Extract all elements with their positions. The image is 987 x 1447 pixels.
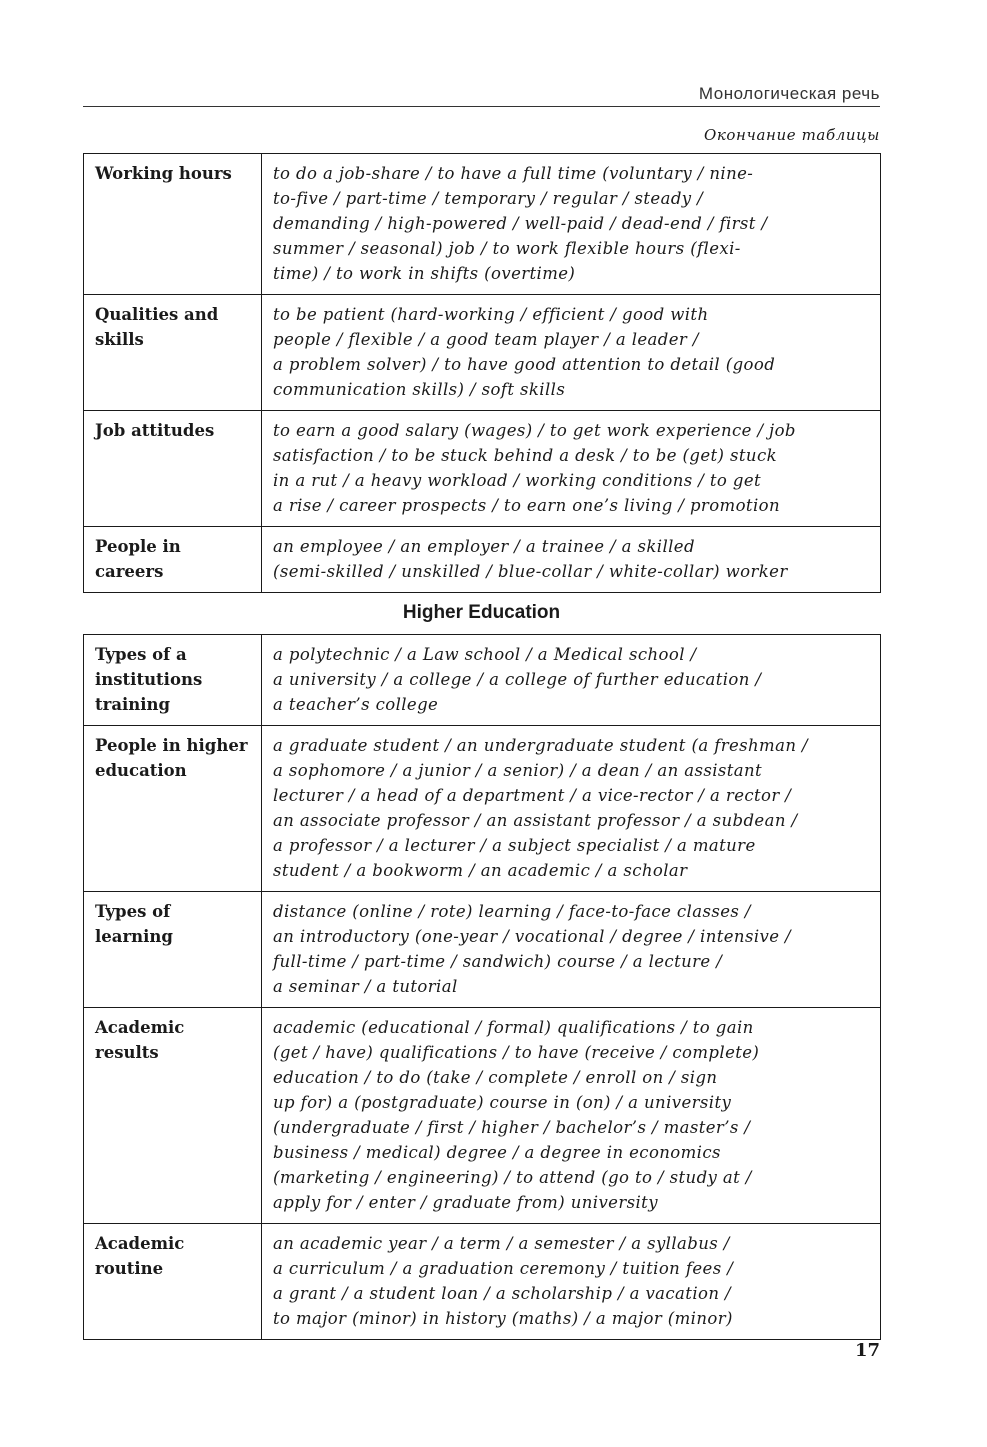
- description-line: to-five / part-time / temporary / regular / steady /: [273, 189, 704, 208]
- description-line: to earn a good salary (wages) / to get work experience / job: [273, 421, 796, 440]
- term-cell: Academic routine: [84, 1224, 262, 1340]
- term-cell: People in higher education: [84, 726, 262, 892]
- description-cell: [262, 411, 881, 527]
- table-row: [84, 635, 881, 726]
- term-cell: Qualities and skills: [84, 295, 262, 411]
- description-line: to be patient (hard-working / efficient / good with: [273, 305, 709, 324]
- running-head-title: Монологическая речь: [698, 84, 880, 103]
- description-line: a curriculum / a graduation ceremony / tuition fees /: [273, 1259, 734, 1278]
- page-number: 17: [854, 1340, 880, 1361]
- description-line: demanding / high-powered / well-paid / dead-end / first /: [273, 214, 768, 233]
- description-line: an associate professor / an assistant professor / a subdean /: [273, 811, 798, 830]
- description-line: a polytechnic / a Law school / a Medical school /: [273, 645, 697, 664]
- description-cell: [262, 892, 881, 1008]
- term-cell: People in careers: [84, 527, 262, 593]
- table-row: [84, 892, 881, 1008]
- description-line: in a rut / a heavy workload / working conditions / to get: [273, 471, 762, 490]
- table-row: [84, 411, 881, 527]
- description-line: distance (online / rote) learning / face-to-face classes /: [273, 902, 751, 921]
- table-continuation-note: Окончание таблицы: [703, 126, 880, 144]
- description-line: an employee / an employer / a trainee / a skilled: [273, 537, 695, 556]
- description-line: education / to do (take / complete / enroll on / sign: [273, 1068, 718, 1087]
- description-cell: [262, 154, 881, 295]
- table-row: [84, 295, 881, 411]
- description-line: to major (minor) in history (maths) / a major (minor): [273, 1309, 733, 1328]
- description-line: student / a bookworm / an academic / a scholar: [273, 861, 688, 880]
- description-cell: [262, 527, 881, 593]
- description-cell: [262, 726, 881, 892]
- table-row: [84, 726, 881, 892]
- term-cell: Academic results: [84, 1008, 262, 1224]
- description-line: satisfaction / to be stuck behind a desk / to be (get) stuck: [273, 446, 777, 465]
- work-vocabulary-table: [83, 153, 881, 593]
- table-row: [84, 527, 881, 593]
- term-cell: Working hours: [84, 154, 262, 295]
- description-cell: [262, 1224, 881, 1340]
- description-line: business / medical) degree / a degree in economics: [273, 1143, 721, 1162]
- description-cell: [262, 1008, 881, 1224]
- description-line: to do a job-share / to have a full time (voluntary / nine-: [273, 164, 754, 183]
- description-line: full-time / part-time / sandwich) course / a lecture /: [273, 952, 723, 971]
- header-rule: [83, 106, 880, 107]
- description-line: a sophomore / a junior / a senior) / a dean / an assistant: [273, 761, 763, 780]
- description-line: a grant / a student loan / a scholarship / a vacation /: [273, 1284, 731, 1303]
- description-line: (undergraduate / first / higher / bachelor’s / master’s /: [273, 1118, 751, 1137]
- description-line: a seminar / a tutorial: [273, 977, 458, 996]
- description-line: apply for / enter / graduate from) university: [273, 1193, 658, 1212]
- description-cell: [262, 635, 881, 726]
- description-line: academic (educational / formal) qualifications / to gain: [273, 1018, 754, 1037]
- table-row: [84, 154, 881, 295]
- description-line: communication skills) / soft skills: [273, 380, 566, 399]
- description-line: (marketing / engineering) / to attend (go to / study at /: [273, 1168, 752, 1187]
- table-row: [84, 1224, 881, 1340]
- description-line: an academic year / a term / a semester / a syllabus /: [273, 1234, 730, 1253]
- higher-education-table: [83, 634, 881, 1340]
- description-line: an introductory (one-year / vocational / degree / intensive /: [273, 927, 791, 946]
- description-line: a university / a college / a college of further education /: [273, 670, 762, 689]
- description-line: time) / to work in shifts (overtime): [273, 264, 576, 283]
- section-title: Higher Education: [402, 602, 561, 623]
- term-cell: Job attitudes: [84, 411, 262, 527]
- term-cell: Types of learning: [84, 892, 262, 1008]
- description-line: (get / have) qualifications / to have (receive / complete): [273, 1043, 760, 1062]
- table-row: [84, 1008, 881, 1224]
- description-line: lecturer / a head of a department / a vice-rector / a rector /: [273, 786, 792, 805]
- description-line: a rise / career prospects / to earn one’s living / promotion: [273, 496, 780, 515]
- description-line: a teacher’s college: [273, 695, 439, 714]
- description-line: a professor / a lecturer / a subject specialist / a mature: [273, 836, 756, 855]
- description-line: (semi-skilled / unskilled / blue-collar / white-collar) worker: [273, 562, 788, 581]
- description-line: a graduate student / an undergraduate student (a freshman /: [273, 736, 808, 755]
- description-line: up for) a (postgraduate) course in (on) / a university: [273, 1093, 732, 1112]
- description-cell: [262, 295, 881, 411]
- term-cell: Types of a institutions training: [84, 635, 262, 726]
- description-line: summer / seasonal) job / to work flexible hours (flexi-: [273, 239, 741, 258]
- description-line: people / flexible / a good team player / a leader /: [273, 330, 699, 349]
- description-line: a problem solver) / to have good attention to detail (good: [273, 355, 776, 374]
